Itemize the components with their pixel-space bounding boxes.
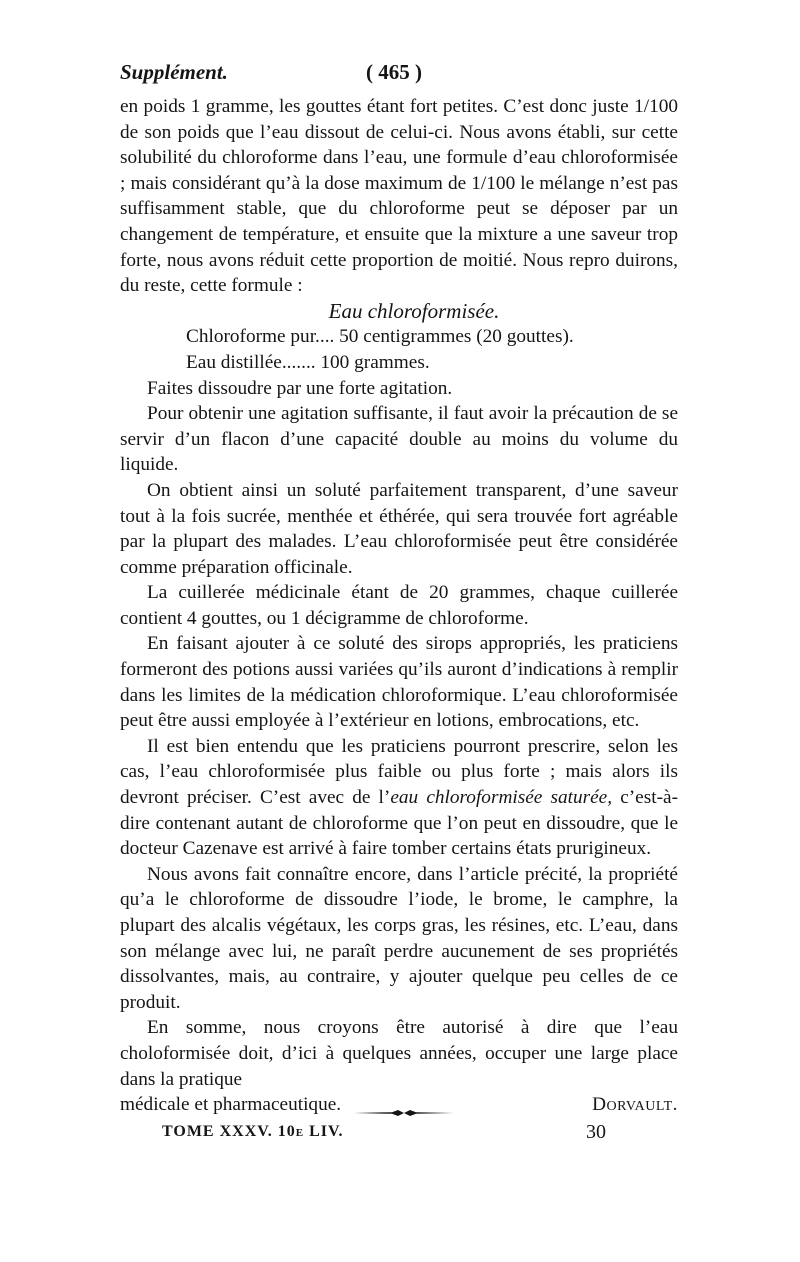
volume-signature: TOME XXXV. 10e LIV.	[162, 1123, 344, 1140]
running-head	[120, 60, 680, 90]
paragraph-saturated-start: Il est bien entendu que les praticiens pourront prescrire, selon les cas, l’eau chloroformisée plus faible ou plus forte ; mais alors ils devront préciser. C’est avec de l’	[120, 735, 678, 809]
paragraph-saturated-end: c’est-à-dire contenant autant de chloroforme que l’on peut en dissoudre, que le docteur Cazenave est arrivé à faire tomber certains états prurigineux.	[120, 787, 678, 860]
paragraph-dosage: La cuillerée médicinale étant de 20 grammes, chaque cuillerée contient 4 gouttes, ou 1 décigramme de chloroforme.	[120, 582, 678, 629]
paragraph-solvent: Nous avons fait connaître encore, dans l’article précité, la propriété qu’a le chloroforme de dissoudre l’iode, le brome, le camphre, la plupart des alcalis végétaux, les corps gras, les résines, etc. L’eau, dans son mélange avec lui, ne paraît perdre aucunement de ses propriétés dissolvantes, mais, au contraire, y ajouter quelque peu celles de ce produit.	[120, 863, 678, 1013]
paragraph-potions: En faisant ajouter à ce soluté des sirops appropriés, les praticiens formeront des potions aussi variées qu’ils auront d’indications à remplir dans les limites de la médication chloroformique. L’eau chloroformisée peut être aussi employée à l’extérieur en lotions, embrocations, etc.	[120, 633, 678, 732]
signature-number: 30	[586, 1121, 606, 1143]
footer	[162, 1123, 622, 1149]
ornament-divider-icon	[352, 1108, 456, 1118]
body-text	[120, 94, 678, 1118]
page-number: ( 465 )	[366, 60, 422, 84]
recipe-line-water: Eau distillée....... 100 grammes.	[186, 351, 430, 373]
recipe-instruction: Faites dissoudre par une forte agitation.	[147, 377, 453, 399]
paragraph-solute: On obtient ainsi un soluté parfaitement transparent, d’une saveur tout à la fois sucrée, menthée et éthérée, qui sera trouvée fort agréable par la plupart des malades. L’eau chloroformisée peut être considérée comme préparation officinale.	[120, 479, 678, 578]
section-title: Supplément.	[120, 60, 228, 84]
paragraph-continuation: en poids 1 gramme, les gouttes étant fort petites. C’est donc juste 1/100 de son poids que l’eau dissout de celui-ci. Nous avons établi, sur cette solubilité du chloroforme dans l’eau, une formule d’eau chloroformisée ; mais considérant qu’à la dose maximum de 1/100 le mélange n’est pas suffisamment stable, que du chloroforme peut se déposer par un changement de température, et ensuite que la mixture a une saveur trop forte, nous avons réduit cette proportion de moitié. Nous repro duirons, du reste, cette formule :	[120, 96, 678, 297]
paragraph-conclusion: En somme, nous croyons être autorisé à dire que l’eau choloformisée doit, d’ici à quelques années, occuper une large place dans la pratique	[120, 1017, 678, 1090]
conclusion-last-words: médicale et pharmaceutique.	[120, 1094, 342, 1116]
italic-term: eau chloroformisée saturée,	[390, 787, 613, 809]
recipe-line-chloroform: Chloroforme pur.... 50 centigrammes (20 gouttes).	[186, 326, 574, 348]
paragraph-agitation: Pour obtenir une agitation suffisante, il faut avoir la précaution de se servir d’un flacon d’une capacité double au moins du volume du liquide.	[120, 403, 678, 476]
recipe-title: Eau chloroformisée.	[328, 298, 500, 323]
author-signature: Dorvault.	[592, 1094, 678, 1116]
paragraph-saturated	[120, 734, 678, 862]
